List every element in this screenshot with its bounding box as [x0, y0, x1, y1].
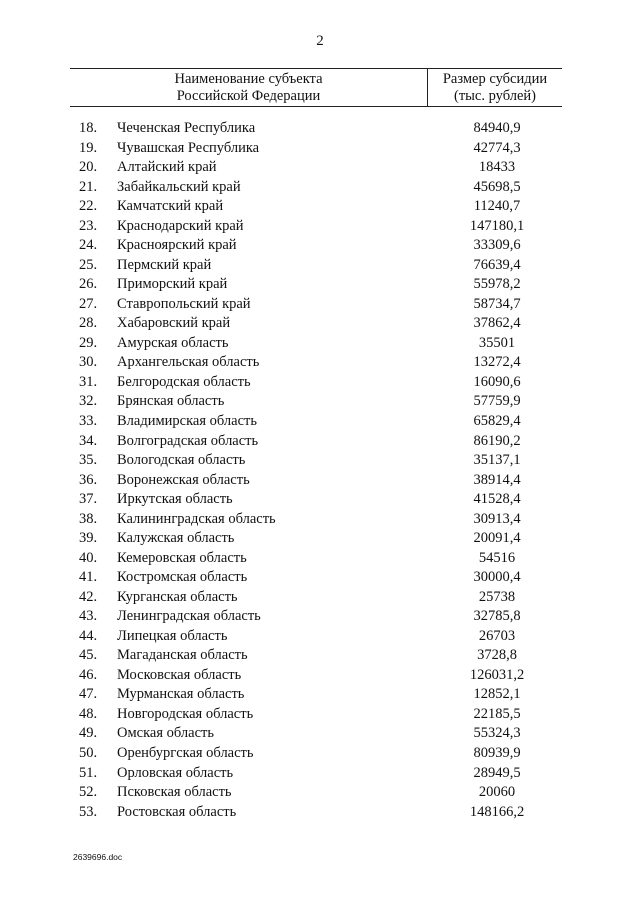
- table-row: [0, 627, 640, 647]
- subject-name: Иркутская область: [117, 491, 233, 508]
- subject-name: Воронежская область: [117, 471, 250, 488]
- table-row: [0, 334, 640, 354]
- subject-name: Новгородская область: [117, 705, 254, 722]
- table-row: [0, 803, 640, 823]
- row-number: 20.: [79, 159, 98, 176]
- subsidy-value: 42774,3: [473, 139, 521, 156]
- row-number: 33.: [79, 412, 98, 429]
- table-row: [0, 295, 640, 315]
- subject-name: Архангельская область: [117, 354, 260, 371]
- table-row: [0, 432, 640, 452]
- row-number: 29.: [79, 334, 98, 351]
- row-number: 24.: [79, 237, 98, 254]
- subject-name: Псковская область: [117, 784, 232, 801]
- subsidy-value: 76639,4: [473, 256, 521, 273]
- subsidy-value: 35501: [478, 334, 516, 351]
- subject-name: Камчатский край: [117, 198, 224, 215]
- subsidy-value: 28949,5: [473, 764, 521, 781]
- subsidy-value: 45698,5: [473, 178, 521, 195]
- subject-name: Костромская область: [117, 569, 248, 586]
- subject-name: Вологодская область: [117, 452, 246, 469]
- column-header-subject-name: [70, 69, 428, 106]
- table-row: [0, 139, 640, 159]
- subsidy-value: 33309,6: [473, 237, 521, 254]
- row-number: 21.: [79, 178, 98, 195]
- row-number: 23.: [79, 217, 98, 234]
- subject-name: Алтайский край: [117, 159, 217, 176]
- subject-name: Пермский край: [117, 256, 212, 273]
- table-row: [0, 373, 640, 393]
- row-number: 32.: [79, 393, 98, 410]
- table-row: [0, 178, 640, 198]
- table-row: [0, 510, 640, 530]
- row-number: 35.: [79, 452, 98, 469]
- row-number: 37.: [79, 491, 98, 508]
- subsidy-value: 13272,4: [473, 354, 521, 371]
- document-file-name: 2639696.doc: [73, 852, 123, 862]
- row-number: 34.: [79, 432, 98, 449]
- subject-name: Мурманская область: [117, 686, 245, 703]
- subject-name: Магаданская область: [117, 647, 248, 664]
- subsidy-value: 26703: [478, 627, 516, 644]
- subsidy-value: 18433: [478, 159, 516, 176]
- subsidy-value: 22185,5: [473, 705, 521, 722]
- table-row: [0, 705, 640, 725]
- column-header-subsidy-size: [428, 69, 562, 106]
- subsidy-value: 148166,2: [469, 803, 525, 820]
- column-header-subsidy-size-line1: Размер субсидии: [442, 71, 548, 87]
- table-row: [0, 685, 640, 705]
- subject-name: Красноярский край: [117, 237, 237, 254]
- row-number: 38.: [79, 510, 98, 527]
- column-header-subject-name-line2: Российской Федерации: [176, 88, 321, 104]
- table-row: [0, 529, 640, 549]
- table-row: [0, 744, 640, 764]
- row-number: 45.: [79, 647, 98, 664]
- subsidy-value: 65829,4: [473, 412, 521, 429]
- subject-name: Калужская область: [117, 530, 235, 547]
- row-number: 30.: [79, 354, 98, 371]
- subject-name: Московская область: [117, 666, 242, 683]
- table-header: [70, 68, 562, 107]
- table-row: [0, 724, 640, 744]
- subject-name: Забайкальский край: [117, 178, 241, 195]
- row-number: 27.: [79, 295, 98, 312]
- table-row: [0, 568, 640, 588]
- table-row: [0, 256, 640, 276]
- subject-name: Чувашская Республика: [117, 139, 260, 156]
- subsidy-value: 30913,4: [473, 510, 521, 527]
- subsidy-value: 37862,4: [473, 315, 521, 332]
- subject-name: Липецкая область: [117, 627, 228, 644]
- row-number: 36.: [79, 471, 98, 488]
- row-number: 47.: [79, 686, 98, 703]
- table-row: [0, 451, 640, 471]
- table-row: [0, 412, 640, 432]
- subsidy-value: 86190,2: [473, 432, 521, 449]
- subsidy-value: 147180,1: [469, 217, 525, 234]
- row-number: 40.: [79, 549, 98, 566]
- table-row: [0, 646, 640, 666]
- row-number: 26.: [79, 276, 98, 293]
- subject-name: Амурская область: [117, 334, 229, 351]
- subsidy-value: 126031,2: [469, 666, 525, 683]
- subject-name: Приморский край: [117, 276, 228, 293]
- subject-name: Ставропольский край: [117, 295, 251, 312]
- subject-name: Оренбургская область: [117, 745, 254, 761]
- table-row: [0, 158, 640, 178]
- subsidy-value: 38914,4: [473, 471, 521, 488]
- table-row: [0, 197, 640, 217]
- subsidy-value: 35137,1: [473, 452, 521, 469]
- row-number: 22.: [79, 198, 98, 215]
- table-row: [0, 471, 640, 491]
- row-number: 52.: [79, 784, 98, 801]
- subject-name: Омская область: [117, 725, 214, 742]
- subsidy-value: 20060: [478, 784, 516, 801]
- subsidy-value: 55324,3: [473, 725, 521, 742]
- table-row: [0, 353, 640, 373]
- subsidy-value: 11240,7: [473, 198, 521, 215]
- table-row: [0, 490, 640, 510]
- table-row: [0, 275, 640, 295]
- subsidy-value: 32785,8: [473, 608, 521, 625]
- row-number: 44.: [79, 627, 98, 644]
- subsidy-value: 54516: [478, 549, 516, 566]
- table-row: [0, 549, 640, 569]
- subsidy-value: 58734,7: [473, 295, 521, 312]
- subject-name: Владимирская область: [117, 412, 257, 429]
- subject-name: Калининградская область: [117, 510, 276, 527]
- row-number: 43.: [79, 608, 98, 625]
- table-row: [0, 764, 640, 784]
- subsidy-value: 57759,9: [473, 393, 521, 410]
- table-row: [0, 217, 640, 237]
- subsidy-value: 80939,9: [473, 745, 521, 761]
- subject-name: Брянская область: [117, 393, 225, 410]
- table-row: [0, 588, 640, 608]
- subject-name: Краснодарский край: [117, 217, 244, 234]
- row-number: 41.: [79, 569, 98, 586]
- row-number: 31.: [79, 373, 98, 390]
- subject-name: Волгоградская область: [117, 432, 259, 449]
- column-header-subsidy-size-line2: (тыс. рублей): [454, 88, 536, 104]
- table-row: [0, 607, 640, 627]
- table-row: [0, 119, 640, 139]
- page-number: 2: [316, 33, 324, 49]
- subject-name: Белгородская область: [117, 373, 251, 390]
- row-number: 19.: [79, 139, 98, 156]
- row-number: 51.: [79, 764, 98, 781]
- subject-name: Ленинградская область: [117, 608, 261, 625]
- subject-name: Чеченская Республика: [117, 120, 256, 136]
- table-row: [0, 392, 640, 412]
- row-number: 49.: [79, 725, 98, 742]
- subsidy-value: 30000,4: [473, 569, 521, 586]
- table-row: [0, 236, 640, 256]
- subsidy-value: 55978,2: [473, 276, 521, 293]
- subject-name: Курганская область: [117, 588, 238, 605]
- subsidy-table-body: [0, 119, 640, 822]
- row-number: 39.: [79, 530, 98, 547]
- subject-name: Ростовская область: [117, 803, 237, 820]
- subject-name: Хабаровский край: [117, 315, 231, 332]
- row-number: 50.: [79, 745, 98, 761]
- subsidy-value: 12852,1: [473, 686, 521, 703]
- subsidy-value: 84940,9: [473, 120, 521, 136]
- subject-name: Орловская область: [117, 764, 234, 781]
- row-number: 18.: [79, 120, 98, 136]
- subsidy-value: 16090,6: [473, 373, 521, 390]
- subject-name: Кемеровская область: [117, 549, 247, 566]
- table-row: [0, 666, 640, 686]
- table-row: [0, 314, 640, 334]
- column-header-subject-name-line1: Наименование субъекта: [174, 71, 323, 87]
- row-number: 25.: [79, 256, 98, 273]
- row-number: 28.: [79, 315, 98, 332]
- subsidy-value: 20091,4: [473, 530, 521, 547]
- row-number: 48.: [79, 705, 98, 722]
- subsidy-value: 3728,8: [477, 647, 517, 664]
- subsidy-value: 25738: [478, 588, 516, 605]
- row-number: 46.: [79, 666, 98, 683]
- row-number: 42.: [79, 588, 98, 605]
- row-number: 53.: [79, 803, 98, 820]
- table-row: [0, 783, 640, 803]
- subsidy-value: 41528,4: [473, 491, 521, 508]
